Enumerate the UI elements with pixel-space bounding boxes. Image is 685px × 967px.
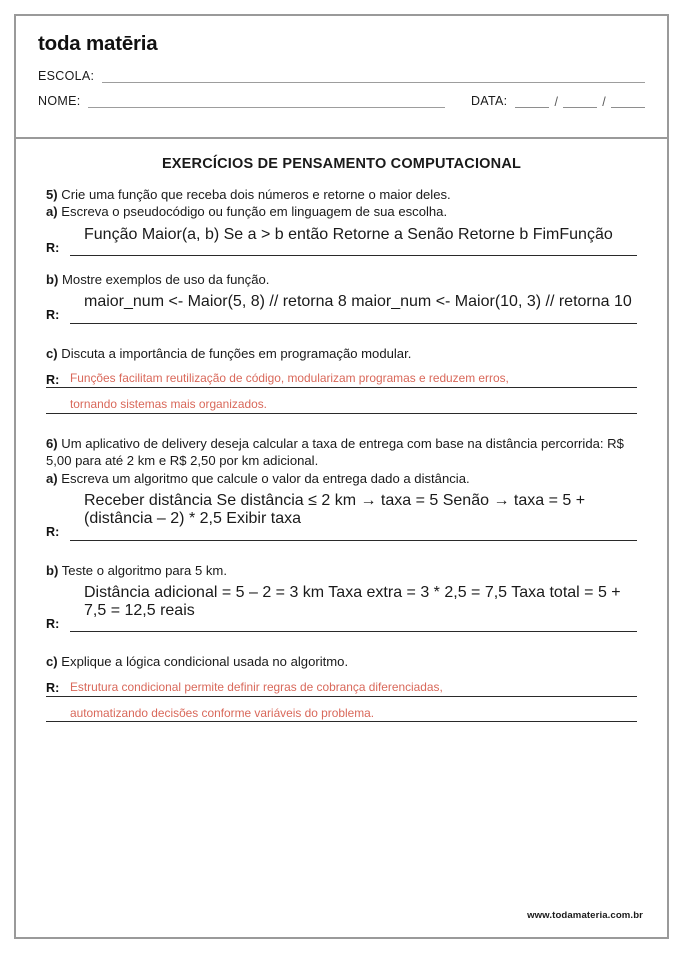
question-5c-text: Discuta a importância de funções em programação modular. [61,346,412,362]
answer-5a-rule[interactable] [70,252,637,256]
question-6-statement [46,435,637,470]
answer-5c-line-1[interactable] [46,371,637,388]
answer-6a-label: R: [46,524,60,539]
answer-6a-rule[interactable] [70,537,637,541]
answer-5a-label: R: [46,240,60,255]
question-5-number: 5) [46,187,58,202]
date-label: DATA: [470,94,508,108]
footer-url: www.todamateria.com.br [527,910,643,921]
question-6a-letter: a) [46,470,58,486]
answer-6b-line [46,618,637,633]
answer-5c-text-2: tornando sistemas mais organizados. [70,397,267,412]
answer-5b-line [46,309,637,324]
answer-6c-line-1[interactable] [46,680,637,697]
answer-5a-line [46,242,637,257]
question-6b-text: Teste o algoritmo para 5 km. [61,562,227,578]
answer-6a-line [46,526,637,541]
school-label: ESCOLA: [38,69,95,83]
answer-6c-text-1: Estrutura condicional permite definir regras de cobrança diferenciadas, [70,679,443,694]
question-6a-prompt [46,470,637,487]
date-month-input[interactable] [563,96,597,108]
question-6c-prompt [46,653,637,670]
worksheet-header [16,16,667,139]
question-5-statement [46,186,637,203]
answer-6b-label: R: [46,616,60,631]
school-input-line[interactable] [102,71,645,83]
question-5c-letter: c) [46,346,58,362]
school-field-row [38,69,645,83]
question-6b-prompt [46,562,637,579]
date-separator-1: / [554,94,559,109]
answer-5c-text-1: Funções facilitam reutilização de código, modularizam programas e reduzem erros, [70,371,509,386]
question-5a-prompt [46,203,637,220]
question-5-text: Crie uma função que receba dois números e retorne o maior deles. [61,187,451,202]
question-5b-text: Mostre exemplos de uso da função. [62,272,270,288]
answer-6b-rule[interactable] [70,628,637,632]
date-field-group [445,94,645,108]
brand-logo: toda matēria [38,32,158,55]
answer-5c-line-2[interactable] [46,397,637,414]
name-input-line[interactable] [88,96,444,108]
question-6c-letter: c) [46,654,58,670]
answer-6c-label: R: [46,680,60,695]
question-6c-text: Explique a lógica condicional usada no algoritmo. [61,654,349,670]
question-5b-prompt [46,271,637,288]
question-6a-text: Escreva um algoritmo que calcule o valor da entrega dado a distância. [61,470,470,486]
name-date-field-row [38,94,645,108]
answer-6b-code: Distância adicional = 5 – 2 = 3 km Taxa extra = 3 * 2,5 = 7,5 Taxa total = 5 + 7,5 = 12,5 reais [84,583,621,619]
date-separator-2: / [602,94,606,109]
question-5a-letter: a) [46,204,58,220]
answer-5b-label: R: [46,308,60,323]
date-year-input[interactable] [611,96,645,108]
answer-5c-label: R: [46,372,60,387]
answer-5b-code: maior_num <- Maior(5, 8) // retorna 8 maior_num <- Maior(10, 3) // retorna 10 [84,293,632,311]
answer-6c-line-2[interactable] [46,706,637,723]
question-6b-letter: b) [46,562,59,578]
date-day-input[interactable] [515,96,549,108]
answer-6c-text-2: automatizando decisões conforme variáveis do problema. [70,705,375,720]
question-5c-prompt [46,345,637,362]
question-6-text: Um aplicativo de delivery deseja calcular a taxa de entrega com base na distância percorrida: R$ 5,00 para até 2 km e R$ 2,50 por km adicional. [46,436,624,469]
question-5b-letter: b) [46,272,59,288]
worksheet-page [14,14,669,939]
answer-5a-code: Função Maior(a, b) Se a > b então Retorne a Senão Retorne b FimFunção [84,225,613,243]
question-6-number: 6) [46,436,58,452]
question-5a-text: Escreva o pseudocódigo ou função em linguagem de sua escolha. [61,204,448,220]
answer-6a-code: Receber distância Se distância ≤ 2 km → taxa = 5 Senão → taxa = 5 + (distância – 2) * 2,5 Exibir taxa [84,491,586,527]
answer-5b-rule[interactable] [70,320,637,324]
name-label: NOME: [38,94,81,108]
worksheet-content [16,139,667,722]
page-title: EXERCÍCIOS DE PENSAMENTO COMPUTACIONAL [161,156,522,172]
